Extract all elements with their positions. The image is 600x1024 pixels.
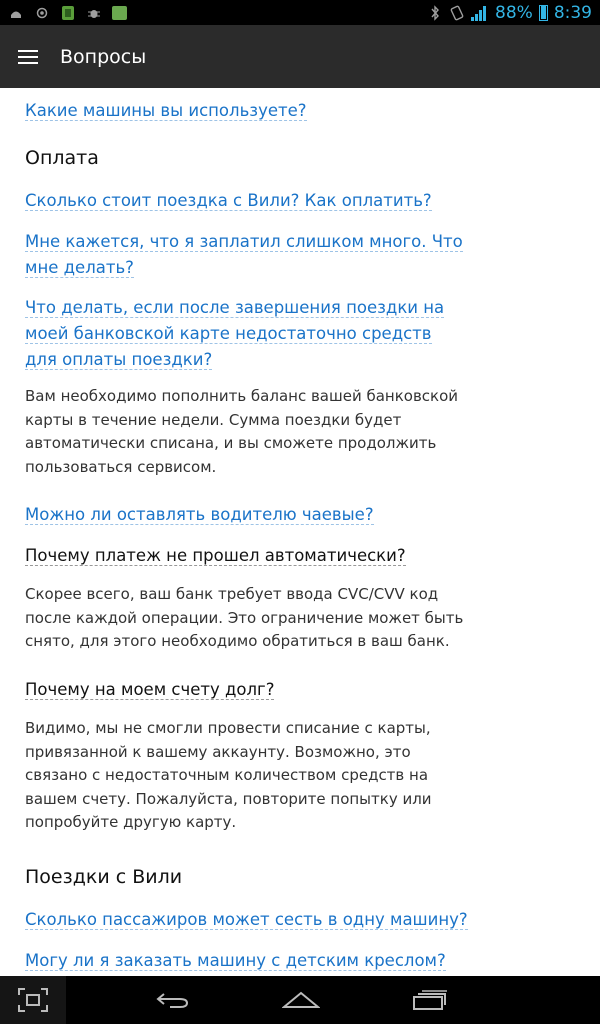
faq-item[interactable] [25,188,485,214]
vibrate-icon [449,5,465,21]
back-icon[interactable] [133,976,213,1024]
section-title-payment: Оплата [25,147,99,169]
battery-percent: 88% [495,2,533,23]
app-icon [112,6,127,20]
faq-question-tips[interactable]: Можно ли оставлять водителю чаевые? [25,505,374,524]
faq-item[interactable] [25,948,485,974]
sim-icon [60,5,76,21]
app-bar [0,25,600,88]
android-debug-icon [8,5,24,21]
faq-answer-payment-failed: Скорее всего, ваш банк требует ввода CVC/CVV код после каждой операции. Это ограничение может быть снято, для этого необходимо обратиться в ваш банк. [25,585,464,650]
faq-item[interactable] [25,229,465,281]
faq-item[interactable] [25,677,485,703]
gps-icon [34,5,50,21]
faq-answer-debt: Видимо, мы не смогли провести списание с карты, привязанной к вашему аккаунту. Возможно, это связано с недостаточным количеством средств на вашем счету. Пожалуйста, повторите попытку или попробуйте другую карту. [25,719,432,831]
faq-question-passengers[interactable]: Сколько пассажиров может сесть в одну машину? [25,910,468,929]
signal-icon [471,5,489,21]
home-icon[interactable] [261,976,341,1024]
faq-question-child-seat[interactable]: Могу ли я заказать машину с детским креслом? [25,951,446,970]
section-title-rides: Поездки с Вили [25,866,183,888]
faq-answer-insufficient-funds: Вам необходимо пополнить баланс вашей банковской карты в течение недели. Сумма поездки будет автоматически списана, и вы сможете продолжить пользоваться сервисом. [25,387,459,476]
battery-icon [539,5,548,21]
faq-question-debt[interactable]: Почему на моем счету долг? [25,680,275,699]
faq-item[interactable] [25,98,485,124]
faq-question-insufficient-funds[interactable]: Что делать, если после завершения поездки на моей банковской карте недостаточно средств для оплаты поездки? [25,298,445,369]
page-title: Вопросы [60,45,147,68]
screenshot-icon[interactable] [0,976,66,1024]
status-bar [0,0,600,25]
faq-item[interactable] [25,295,465,373]
faq-question-cost[interactable]: Сколько стоит поездка с Вили? Как оплатить? [25,191,432,210]
recent-apps-icon[interactable] [390,976,470,1024]
faq-question-cars[interactable]: Какие машины вы используете? [25,101,307,120]
menu-icon[interactable] [18,50,38,64]
faq-item[interactable] [25,502,485,528]
bluetooth-icon [427,5,443,21]
bug-icon [86,5,102,21]
faq-item[interactable] [25,543,485,569]
faq-question-payment-failed[interactable]: Почему платеж не прошел автоматически? [25,546,406,565]
navigation-bar [0,976,600,1024]
faq-item[interactable] [25,907,485,933]
clock: 8:39 [553,2,592,23]
faq-question-overpaid[interactable]: Мне кажется, что я заплатил слишком много. Что мне делать? [25,232,463,277]
